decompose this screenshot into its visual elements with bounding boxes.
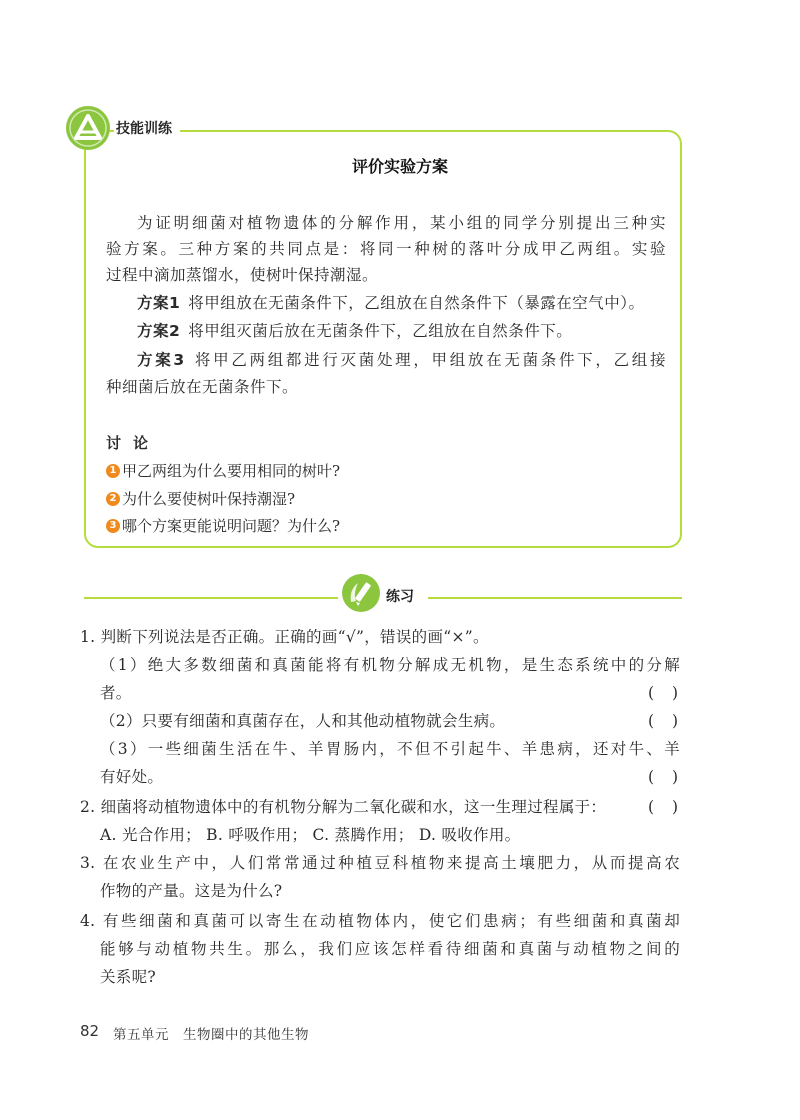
discussion-question-2-text: 为什么要使树叶保持潮湿? xyxy=(122,490,296,508)
intro-line-3: 过程中滴加蒸馏水，使树叶保持潮湿。 xyxy=(106,266,379,284)
answer-blank-q2[interactable]: () xyxy=(648,798,697,816)
skill-training-icon xyxy=(64,104,112,152)
answer-blank-1[interactable]: () xyxy=(648,684,697,702)
intro-line-2: 验方案。三种方案的共同点是：将同一种树的落叶分成甲乙两组。实验 xyxy=(106,240,666,258)
unit-title: 第五单元 生物圈中的其他生物 xyxy=(113,1027,309,1043)
skill-title: 评价实验方案 xyxy=(351,157,448,176)
question-3-line-1: 3. 在农业生产中，人们常常通过种植豆科植物来提高土壤肥力，从而提高农 xyxy=(80,854,680,872)
plan-3-line-2: 种细菌后放在无菌条件下。 xyxy=(106,378,299,396)
skill-training-label: 技能训练 xyxy=(114,118,180,138)
question-1-item-3-line-1: （3）一些细菌生活在牛、羊胃肠内，不但不引起牛、羊患病，还对牛、羊 xyxy=(100,740,680,758)
question-3-line-2: 作物的产量。这是为什么? xyxy=(100,882,283,900)
plan-3 xyxy=(106,347,666,373)
answer-blank-2[interactable]: () xyxy=(648,712,697,730)
plan-3-name: 方案3 xyxy=(137,351,185,369)
plan-1-name: 方案1 xyxy=(137,294,181,312)
practice-divider-right xyxy=(428,597,682,599)
question-1-item-1-line-2: 者。 xyxy=(100,684,132,702)
question-2-stem: 2. 细菌将动植物遗体中的有机物分解为二氧化碳和水，这一生理过程属于： xyxy=(80,798,607,816)
number-1-icon: 1 xyxy=(106,464,120,478)
question-1-item-2: （2）只要有细菌和真菌存在，人和其他动植物就会生病。 xyxy=(100,712,506,730)
question-1-stem: 1. 判断下列说法是否正确。正确的画“√”，错误的画“×”。 xyxy=(80,628,489,646)
discussion-question-1-text: 甲乙两组为什么要用相同的树叶? xyxy=(122,462,341,480)
question-2-options: A. 光合作用； B. 呼吸作用； C. 蒸腾作用； D. 吸收作用。 xyxy=(100,826,521,844)
question-4-line-1: 4. 有些细菌和真菌可以寄生在动植物体内，使它们患病；有些细菌和真菌却 xyxy=(80,912,680,930)
discussion-question-2 xyxy=(106,488,295,509)
plan-2-text: 将甲组灭菌后放在无菌条件下，乙组放在自然条件下。 xyxy=(188,322,573,340)
discussion-question-3-text: 哪个方案更能说明问题？为什么? xyxy=(122,517,341,535)
question-4-line-3: 关系呢? xyxy=(100,968,157,986)
page-number: 82 xyxy=(80,1022,100,1040)
answer-blank-3[interactable]: () xyxy=(648,768,697,786)
discussion-title: 讨论 xyxy=(106,434,161,452)
question-1-item-3-line-2: 有好处。 xyxy=(100,768,164,786)
question-1-item-1-line-1: （1）绝大多数细菌和真菌能将有机物分解成无机物，是生态系统中的分解 xyxy=(100,656,680,674)
discussion-question-1 xyxy=(106,460,340,481)
number-3-icon: 3 xyxy=(106,519,120,533)
plan-2-name: 方案2 xyxy=(137,322,181,340)
plan-1-text: 将甲组放在无菌条件下，乙组放在自然条件下（暴露在空气中）。 xyxy=(188,294,645,312)
intro-line-1: 为证明细菌对植物遗体的分解作用，某小组的同学分别提出三种实 xyxy=(137,214,666,232)
practice-label: 练习 xyxy=(386,589,414,605)
plan-3-text: 将甲乙两组都进行灭菌处理，甲组放在无菌条件下，乙组接 xyxy=(192,351,666,369)
practice-divider-left xyxy=(84,597,338,599)
plan-1 xyxy=(106,290,666,316)
discussion-question-3 xyxy=(106,515,340,536)
practice-pencil-icon xyxy=(340,572,382,614)
number-2-icon: 2 xyxy=(106,492,120,506)
plan-2 xyxy=(106,318,666,344)
question-4-line-2: 能够与动植物共生。那么，我们应该怎样看待细菌和真菌与动植物之间的 xyxy=(100,940,680,958)
